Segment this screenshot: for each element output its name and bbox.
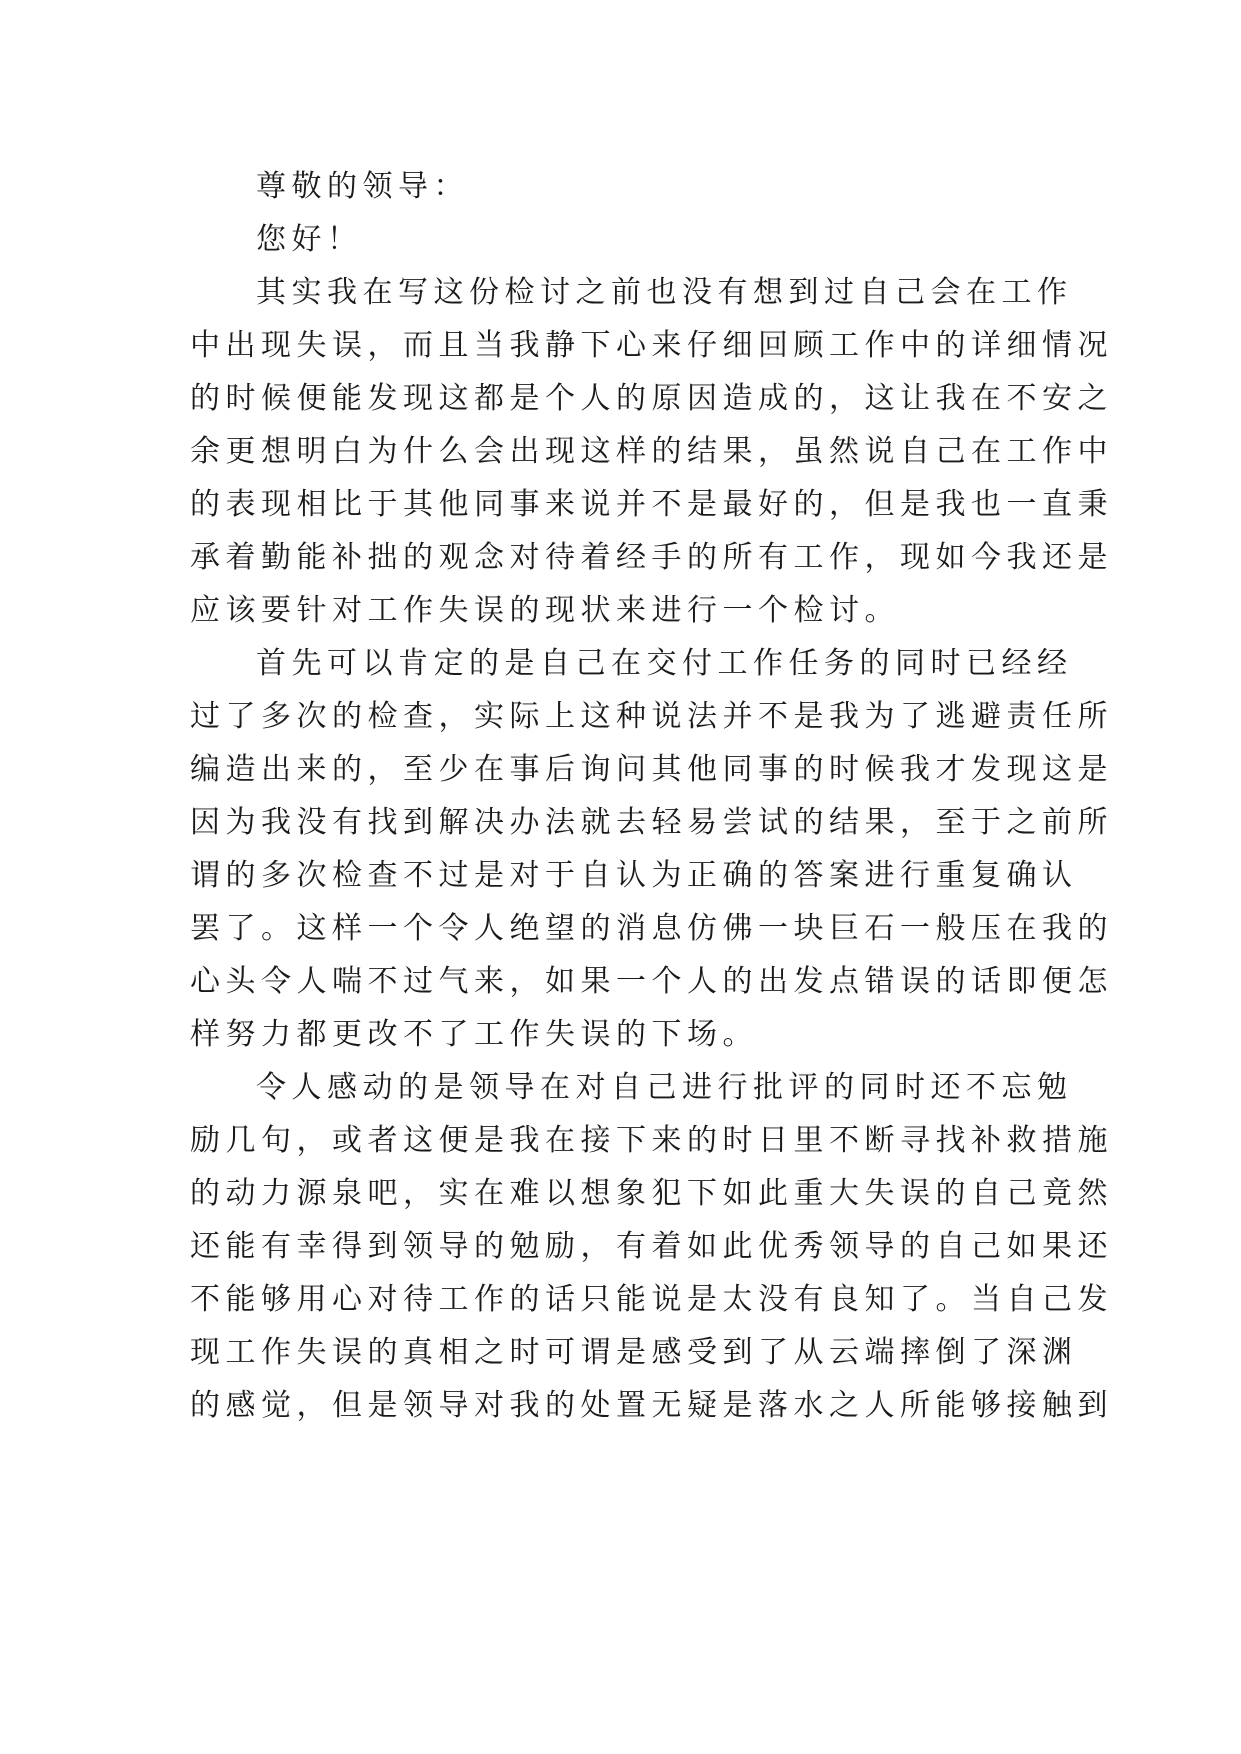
paragraph-line: 令人感动的是领导在对自己进行批评的同时还不忘勉: [256, 1070, 1073, 1105]
paragraph-line: 还能有幸得到领导的勉励，有着如此优秀领导的自己如果还: [190, 1229, 1113, 1264]
paragraph-3: [190, 1061, 1113, 1432]
paragraph-line: 的动力源泉吧，实在难以想象犯下如此重大失误的自己竟然: [190, 1176, 1113, 1211]
paragraph-line: 编造出来的，至少在事后询问其他同事的时候我才发现这是: [190, 752, 1113, 787]
greeting: 您好！: [256, 222, 363, 257]
paragraph-line: 现工作失误的真相之时可谓是感受到了从云端摔倒了深渊: [190, 1335, 1078, 1370]
paragraph-line: 的表现相比于其他同事来说并不是最好的，但是我也一直秉: [190, 487, 1113, 522]
paragraph-2: [190, 637, 1113, 1061]
paragraph-line: 应该要针对工作失误的现状来进行一个检讨。: [190, 593, 900, 628]
paragraph-line: 余更想明白为什么会出现这样的结果，虽然说自己在工作中: [190, 434, 1113, 469]
paragraph-line: 其实我在写这份检讨之前也没有想到过自己会在工作: [256, 275, 1073, 310]
paragraph-line: 励几句，或者这便是我在接下来的时日里不断寻找补救措施: [190, 1123, 1113, 1158]
salutation: 尊敬的领导：: [256, 169, 469, 204]
paragraph-line: 心头令人喘不过气来，如果一个人的出发点错误的话即便怎: [190, 964, 1113, 999]
paragraph-line: 谓的多次检查不过是对于自认为正确的答案进行重复确认: [190, 858, 1078, 893]
paragraph-line: 罢了。这样一个令人绝望的消息仿佛一块巨石一般压在我的: [190, 911, 1113, 946]
paragraph-line: 的时候便能发现这都是个人的原因造成的，这让我在不安之: [190, 381, 1113, 416]
paragraph-1: [190, 266, 1113, 637]
paragraph-line: 过了多次的检查，实际上这种说法并不是我为了逃避责任所: [190, 699, 1113, 734]
paragraph-line: 承着勤能补拙的观念对待着经手的所有工作，现如今我还是: [190, 540, 1113, 575]
paragraph-line: 首先可以肯定的是自己在交付工作任务的同时已经经: [256, 646, 1073, 681]
paragraph-line: 因为我没有找到解决办法就去轻易尝试的结果，至于之前所: [190, 805, 1113, 840]
paragraph-line: 中出现失误，而且当我静下心来仔细回顾工作中的详细情况: [190, 328, 1113, 363]
letter-body: [190, 160, 1113, 1432]
paragraph-line: 不能够用心对待工作的话只能说是太没有良知了。当自己发: [190, 1282, 1113, 1317]
paragraph-line: 样努力都更改不了工作失误的下场。: [190, 1017, 758, 1052]
paragraph-line: 的感觉，但是领导对我的处置无疑是落水之人所能够接触到: [190, 1388, 1113, 1423]
